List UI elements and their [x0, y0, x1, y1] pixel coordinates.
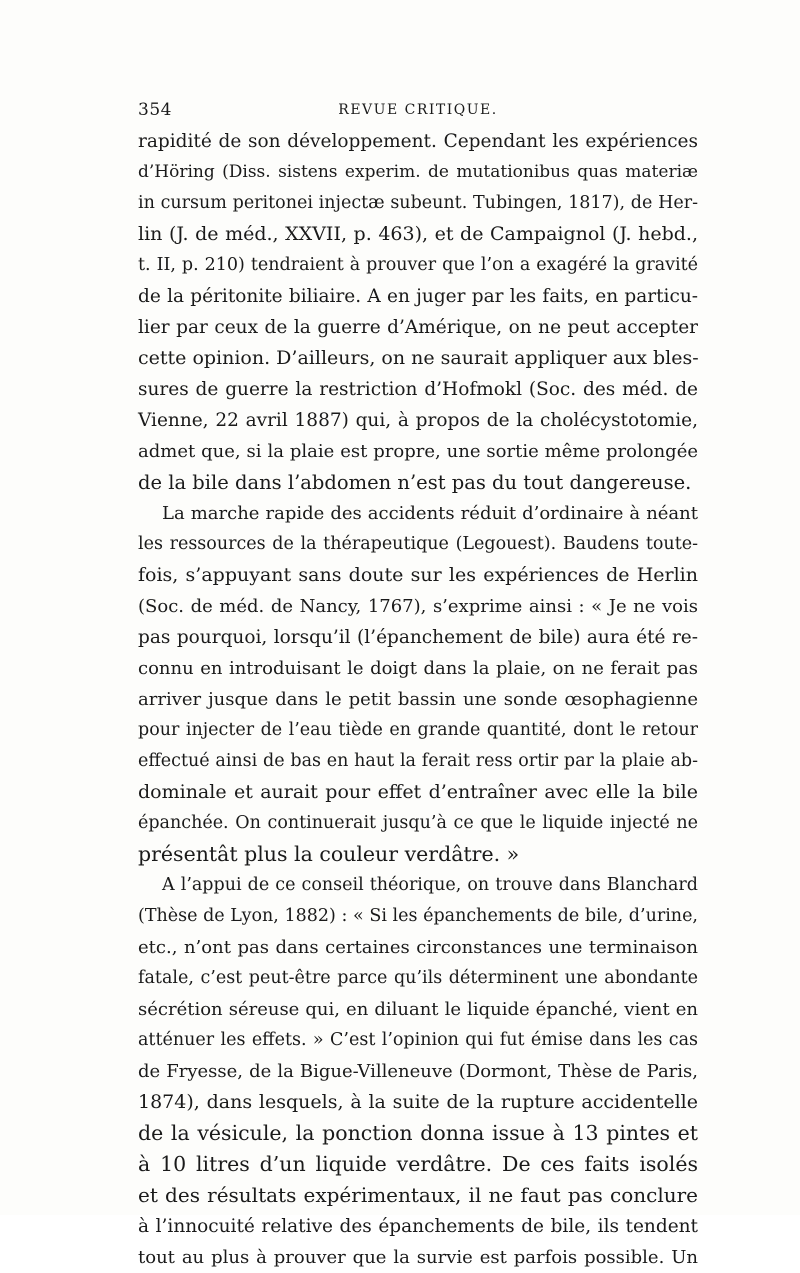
text-line: atténuer les effets. » C’est l’opinion qui fut émise dans les cas	[138, 1030, 698, 1050]
text-line: La marche rapide des accidents réduit d’ordinaire à néant	[162, 503, 698, 524]
text-line: lin (J. de méd., XXVII, p. 463), et de Campaignol (J. hebd.,	[138, 223, 698, 245]
body-text	[138, 126, 698, 1273]
text-line: effectué ainsi de bas en haut la ferait ress ortir par la plaie ab-	[138, 751, 698, 771]
text-line: Vienne, 22 avril 1887) qui, à propos de la cholécystotomie,	[138, 410, 698, 431]
text-line: de la péritonite biliaire. A en juger par les faits, en particu-	[138, 286, 698, 307]
text-line: admet que, si la plaie est propre, une sortie même prolongée	[138, 441, 698, 462]
text-line: fois, s’appuyant sans doute sur les expériences de Herlin	[138, 564, 698, 586]
text-line: cette opinion. D’ailleurs, on ne saurait appliquer aux bles-	[138, 347, 699, 369]
text-line: etc., n’ont pas dans certaines circonstances une terminaison	[138, 937, 698, 958]
text-line: d’Höring (Diss. sistens experim. de mutationibus quas materiæ	[138, 162, 698, 182]
text-line: à l’innocuité relative des épanchements de bile, ils tendent	[138, 1216, 698, 1237]
text-line: pour injecter de l’eau tiède en grande quantité, dont le retour	[138, 720, 698, 740]
text-line: 1874), dans lesquels, à la suite de la rupture accidentelle	[138, 1091, 698, 1113]
running-title: REVUE CRITIQUE.	[338, 102, 498, 118]
text-line: t. II, p. 210) tendraient à prouver que l’on a exagéré la gravité	[138, 255, 698, 275]
text-line: rapidité de son développement. Cependant les expériences	[138, 131, 698, 152]
text-line: in cursum peritonei injectæ subeunt. Tubingen, 1817), de Her-	[138, 193, 698, 213]
text-line: épanchée. On continuerait jusqu’à ce que le liquide injecté ne	[138, 813, 698, 833]
text-line: sures de guerre la restriction d’Hofmokl (Soc. des méd. de	[138, 379, 698, 400]
text-line: présentât plus la couleur verdâtre. »	[138, 842, 520, 866]
text-line: tout au plus à prouver que la survie est parfois possible. Un	[138, 1247, 698, 1268]
text-line: les ressources de la thérapeutique (Legouest). Baudens toute-	[138, 534, 698, 554]
page-number: 354	[138, 100, 172, 120]
text-line: (Thèse de Lyon, 1882) : « Si les épanchements de bile, d’urine,	[138, 906, 698, 926]
text-line: de Fryesse, de la Bigue-Villeneuve (Dormont, Thèse de Paris,	[138, 1061, 698, 1082]
text-line: à 10 litres d’un liquide verdâtre. De ces faits isolés	[138, 1152, 698, 1176]
text-line: arriver jusque dans le petit bassin une sonde œsophagienne	[138, 689, 698, 710]
text-line: dominale et aurait pour effet d’entraîner avec elle la bile	[138, 781, 698, 803]
text-line: de la vésicule, la ponction donna issue à 13 pintes et	[138, 1121, 698, 1145]
text-line: connu en introduisant le doigt dans la plaie, on ne ferait pas	[138, 658, 698, 679]
text-line: (Soc. de méd. de Nancy, 1767), s’exprime ainsi : « Je ne vois	[138, 596, 698, 617]
text-line: A l’appui de ce conseil théorique, on trouve dans Blanchard	[162, 875, 698, 895]
text-line: lier par ceux de la guerre d’Amérique, on ne peut accepter	[138, 317, 698, 338]
text-line: de la bile dans l’abdomen n’est pas du tout dangereuse.	[138, 471, 692, 494]
text-line: et des résultats expérimentaux, il ne faut pas conclure	[138, 1183, 698, 1207]
text-line: sécrétion séreuse qui, en diluant le liquide épanché, vient en	[138, 999, 698, 1020]
text-line: pas pourquoi, lorsqu’il (l’épanchement de bile) aura été re-	[138, 627, 698, 648]
page-header	[138, 100, 698, 124]
text-line: fatale, c’est peut-être parce qu’ils déterminent une abondante	[138, 968, 698, 988]
